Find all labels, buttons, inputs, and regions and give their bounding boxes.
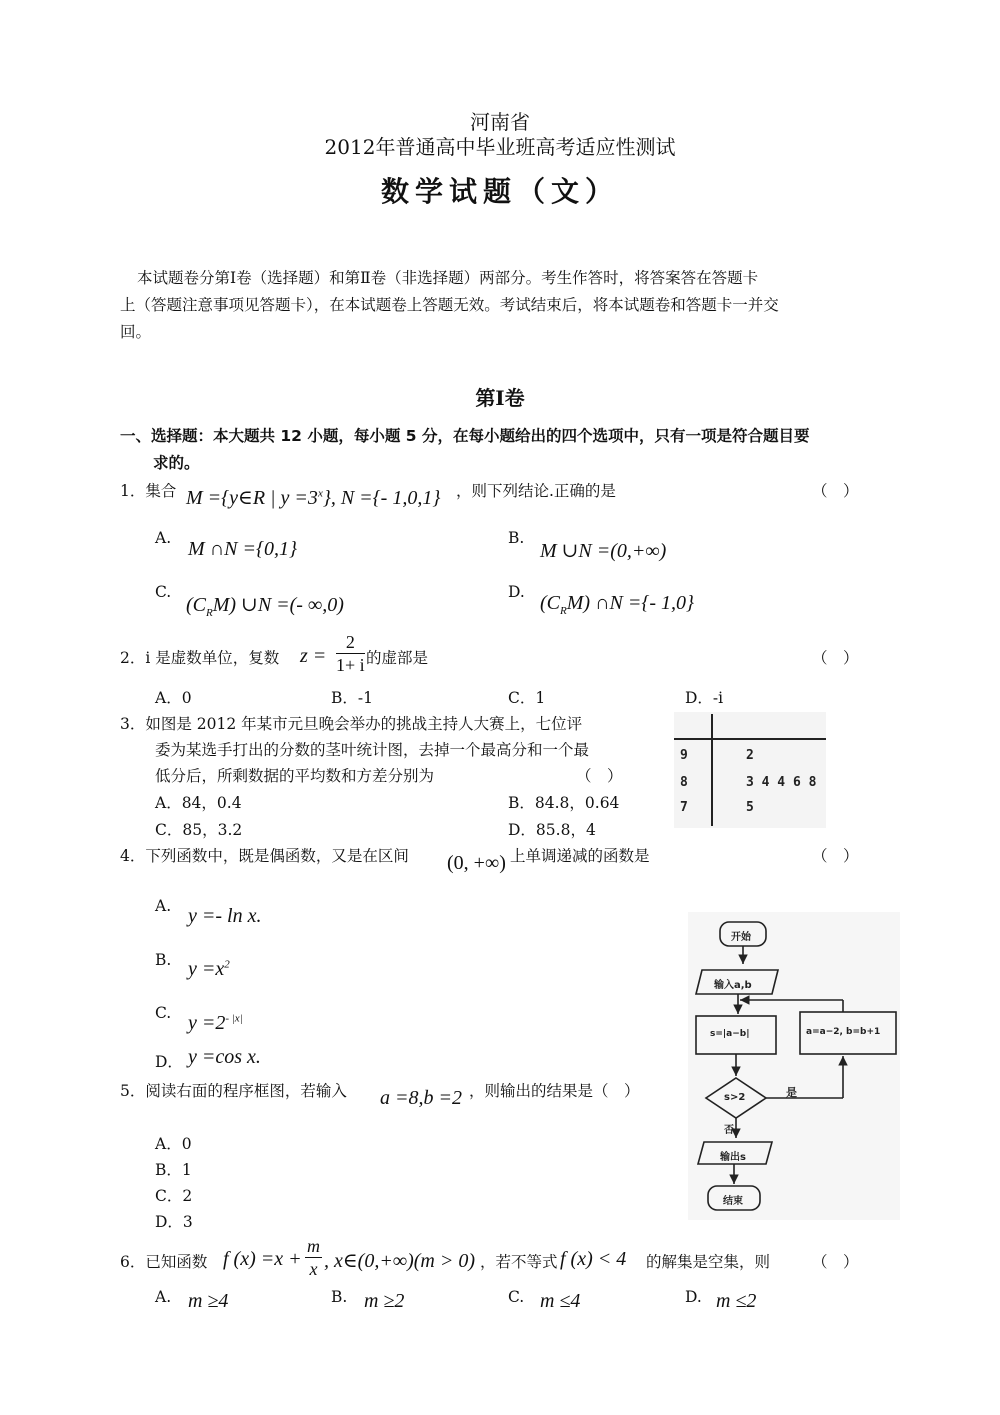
flow-start: 开始 bbox=[731, 932, 751, 943]
flow-condition: s>2 bbox=[724, 1092, 746, 1103]
q6-option-a: m ≥4 bbox=[188, 1290, 229, 1312]
q4-option-d: y =cos x. bbox=[188, 1046, 261, 1068]
q1-option-a: M ∩N ={0,1} bbox=[188, 538, 297, 560]
q5-option-a: A．0 bbox=[155, 1135, 192, 1153]
section-title: 第Ⅰ卷 bbox=[475, 386, 525, 410]
q2-stem: 2．i 是虚数单位，复数 bbox=[120, 649, 280, 667]
q5-stem-tail: ，则输出的结果是（ ） bbox=[469, 1082, 640, 1100]
stem-leaf-plot bbox=[674, 712, 826, 828]
flowchart bbox=[688, 912, 900, 1220]
q6-option-d: m ≤2 bbox=[716, 1290, 757, 1312]
q5-input-math: a =8,b =2 bbox=[380, 1087, 462, 1109]
q6-numerator: m bbox=[307, 1236, 320, 1256]
q6-function-a: f (x) =x + bbox=[223, 1248, 302, 1270]
q4-stem-tail: 上单调递减的函数是 bbox=[510, 847, 650, 865]
q6-inequality: f (x) < 4 bbox=[560, 1248, 627, 1270]
q1-option-d-label: D. bbox=[508, 583, 525, 601]
q4-option-a: y =- ln x. bbox=[188, 905, 262, 927]
q3-option-a: A．84，0.4 bbox=[155, 794, 242, 812]
q6-option-c: m ≤4 bbox=[540, 1290, 581, 1312]
q1-option-b: M ∪N =(0,+∞) bbox=[540, 540, 667, 562]
q4-option-c-label: C. bbox=[155, 1004, 172, 1022]
intro-line-3: 回。 bbox=[120, 323, 152, 341]
province-title: 河南省 bbox=[470, 110, 530, 134]
section-heading: 一、选择题：本大题共 12 小题，每小题 5 分，在每小题给出的四个选项中，只有一项是符合题目要 bbox=[120, 427, 810, 445]
q4-interval: (0, +∞) bbox=[447, 852, 506, 874]
q1-stem-tail: ，则下列结论.正确的是 bbox=[456, 482, 616, 500]
q6-option-d-label: D. bbox=[685, 1288, 702, 1306]
q1-option-b-label: B. bbox=[508, 529, 525, 547]
subject-title: 数学试题（文） bbox=[380, 175, 619, 208]
q2-numerator: 2 bbox=[336, 631, 365, 654]
leaves-9: 2 bbox=[746, 748, 754, 763]
answer-paren: （ ） bbox=[812, 649, 859, 667]
q5-stem: 5．阅读右面的程序框图，若输入 bbox=[120, 1082, 347, 1100]
exam-title: 2012年普通高中毕业班高考适应性测试 bbox=[324, 135, 676, 159]
q1-option-d: $(C_RM)$ ∩N ={- 1,0} bbox=[540, 592, 694, 617]
answer-paren: （ ） bbox=[812, 482, 859, 500]
q1-option-c: $(C_RM)$ ∪N =(- ∞,0) bbox=[186, 594, 344, 619]
flow-yes: 是 bbox=[786, 1086, 797, 1099]
stem-9: 9 bbox=[680, 748, 688, 763]
q3-stem-line-2: 委为某选手打出的分数的茎叶统计图，去掉一个最高分和一个最 bbox=[155, 741, 590, 759]
q2-option-c: C．1 bbox=[508, 689, 546, 707]
stem-7: 7 bbox=[680, 800, 688, 815]
stem-8: 8 bbox=[680, 775, 688, 790]
q3-option-c: C．85，3.2 bbox=[155, 821, 243, 839]
q3-option-b: B．84.8，0.64 bbox=[508, 794, 620, 812]
flow-assign: s=|a−b| bbox=[710, 1029, 750, 1039]
q6-fraction bbox=[305, 1235, 322, 1280]
flow-update: a=a−2, b=b+1 bbox=[806, 1027, 881, 1037]
q2-fraction bbox=[336, 631, 365, 676]
q2-option-b: B．-1 bbox=[331, 689, 373, 707]
q1-option-a-label: A. bbox=[155, 529, 172, 547]
leaves-7: 5 bbox=[746, 800, 754, 815]
q3-stem-line-3: 低分后，所剩数据的平均数和方差分别为 bbox=[155, 767, 435, 785]
flow-output: 输出s bbox=[720, 1152, 746, 1163]
q4-option-c: $y =2^{- |x|}$ bbox=[188, 1012, 243, 1034]
q5-option-c: C．2 bbox=[155, 1187, 193, 1205]
q2-stem-tail: 的虚部是 bbox=[366, 649, 429, 667]
answer-paren: （ ） bbox=[812, 847, 859, 865]
q5-option-d: D．3 bbox=[155, 1213, 193, 1231]
q4-option-a-label: A. bbox=[155, 897, 172, 915]
intro-line-1: 本试题卷分第Ⅰ卷（选择题）和第Ⅱ卷（非选择题）两部分。考生作答时，将答案答在答题卡 bbox=[137, 269, 759, 287]
q2-option-d: D．-i bbox=[685, 689, 724, 707]
q6-stem-mid: ，若不等式 bbox=[480, 1253, 558, 1271]
leaves-8: 3 4 4 6 8 bbox=[746, 775, 817, 790]
flow-no: 否 bbox=[724, 1125, 734, 1136]
flow-input: 输入a,b bbox=[714, 980, 752, 991]
q3-stem-line-1: 3．如图是 2012 年某市元旦晚会举办的挑战主持人大赛上，七位评 bbox=[120, 715, 583, 733]
q1-number: 1．集合 bbox=[120, 482, 177, 500]
q1-set-math: M ={y∈R | $y =3^x$}, N ={- 1,0,1} bbox=[186, 487, 441, 509]
q4-stem: 4．下列函数中，既是偶函数，又是在区间 bbox=[120, 847, 409, 865]
q4-option-b: $y =x^2$ bbox=[188, 958, 230, 980]
q5-option-b: B．1 bbox=[155, 1161, 192, 1179]
q2-z: z = bbox=[300, 645, 327, 667]
q4-option-b-label: B. bbox=[155, 951, 172, 969]
q6-option-c-label: C. bbox=[508, 1288, 525, 1306]
q2-option-a: A．0 bbox=[155, 689, 192, 707]
answer-paren: （ ） bbox=[576, 767, 623, 785]
flow-end: 结束 bbox=[723, 1196, 743, 1207]
q6-denominator: x bbox=[309, 1259, 318, 1279]
intro-line-2: 上（答题注意事项见答题卡），在本试题卷上答题无效。考试结束后，将本试题卷和答题卡一并交 bbox=[120, 296, 779, 314]
answer-paren: （ ） bbox=[812, 1253, 859, 1271]
q3-option-d: D．85.8，4 bbox=[508, 821, 596, 839]
q6-option-b-label: B. bbox=[331, 1288, 348, 1306]
section-heading-cont: 求的。 bbox=[153, 454, 200, 472]
q6-option-a-label: A. bbox=[155, 1288, 172, 1306]
q6-function-b: , x∈(0,+∞)(m > 0) bbox=[324, 1250, 476, 1272]
q6-stem-tail: 的解集是空集，则 bbox=[646, 1253, 771, 1271]
q6-option-b: m ≥2 bbox=[364, 1290, 405, 1312]
q4-option-d-label: D． bbox=[155, 1053, 183, 1071]
q2-denominator: 1+ i bbox=[336, 655, 365, 675]
q6-stem: 6．已知函数 bbox=[120, 1253, 208, 1271]
q1-option-c-label: C. bbox=[155, 583, 172, 601]
